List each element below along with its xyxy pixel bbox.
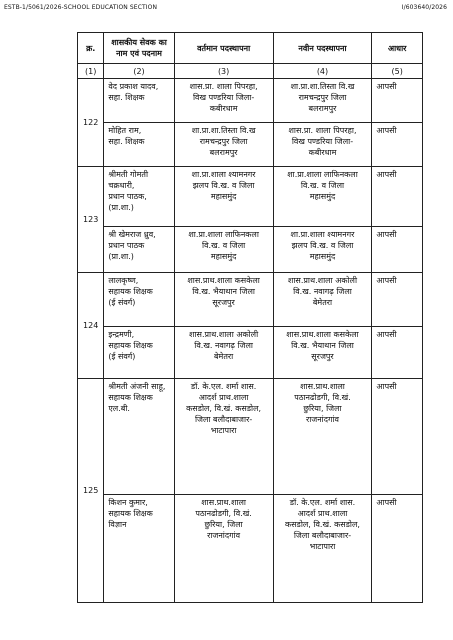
col-number: (5): [372, 64, 423, 79]
cell-line: आदर्श प्राथ.शाला: [198, 393, 249, 402]
current-posting-cell: [174, 79, 273, 123]
page-header: [4, 4, 447, 14]
cell-line: शास.प्राथ.शाला अकोली: [287, 276, 358, 285]
current-posting-cell: [174, 273, 273, 327]
cell-line: शास.प्राथ.शाला अकोली: [189, 330, 259, 339]
cell-line: बलरामपुर: [308, 104, 337, 113]
cell-line: राजनांदगांव: [305, 415, 340, 424]
new-posting-cell: [273, 495, 372, 603]
col-number: (1): [78, 64, 104, 79]
new-posting-cell: [273, 167, 372, 227]
header-line: नाम एवं पदनाम: [116, 49, 162, 58]
table-row: [78, 167, 423, 227]
cell-line: सूरजपुर: [311, 352, 334, 361]
cell-line: शा.प्रा.शाला श्यामनगर: [290, 230, 355, 239]
basis-cell: आपसी: [372, 273, 423, 327]
col-header-new: नवीन पदस्थापना: [273, 33, 372, 64]
employee-name-cell: [104, 273, 174, 327]
cell-line: सहायक शिक्षक: [108, 341, 153, 350]
cell-line: सूरजपुर: [212, 298, 235, 307]
serial-number-cell: 125: [78, 379, 104, 603]
cell-line: कसडोल, वि.खं. कसडोल,: [186, 404, 262, 413]
cell-line: राजनांदगांव: [207, 531, 241, 540]
table-row: [78, 273, 423, 327]
cell-line: श्रीमती अंजनी साहू,: [108, 382, 166, 391]
col-header-serial: क्र.: [78, 33, 104, 64]
cell-line: वि.ख. भैयाथान जिला: [291, 341, 354, 350]
table-row: [78, 227, 423, 273]
cell-line: शा.प्रा.शा.तिस्ता वि.ख: [191, 126, 256, 135]
cell-line: शा.प्रा.शाला लाफिनकला: [287, 170, 358, 179]
cell-line: सहा. शिक्षक: [108, 93, 145, 102]
cell-line: श्री खेमराज ध्रुव,: [108, 230, 156, 239]
employee-name-cell: [104, 79, 174, 123]
current-posting-cell: [174, 167, 273, 227]
cell-line: लालकृष्ण,: [108, 276, 139, 285]
new-posting-cell: [273, 227, 372, 273]
document-number: I/603640/2026: [401, 4, 447, 11]
col-number: (2): [104, 64, 174, 79]
cell-line: श्रीमती गोमती: [108, 170, 149, 179]
basis-cell: आपसी: [372, 167, 423, 227]
cell-line: सहायक शिक्षक: [108, 509, 153, 518]
cell-line: शा.प्रा.शाला लाफिनकला: [188, 230, 259, 239]
header-line: शासकीय सेवक का: [111, 38, 167, 47]
cell-line: बेमेतरा: [213, 352, 234, 361]
cell-line: वि.ख. नवागढ़ जिला: [194, 341, 253, 350]
col-number: (3): [174, 64, 273, 79]
new-posting-cell: [273, 379, 372, 495]
cell-line: शास.प्राथ.शाला कसकेला: [286, 330, 359, 339]
cell-line: शास.प्रा. शाला पिपरहा,: [288, 126, 357, 135]
cell-line: विज्ञान: [108, 520, 127, 529]
cell-line: महासमुंद: [210, 192, 237, 201]
employee-name-cell: [104, 167, 174, 227]
cell-line: वेद प्रकाश यादव,: [108, 82, 159, 91]
cell-line: महासमुंद: [309, 192, 336, 201]
cell-line: इन्द्रमणी,: [108, 330, 135, 339]
table-row: [78, 495, 423, 603]
cell-line: मोहित राम,: [108, 126, 142, 135]
cell-line: वि.ख. व जिला: [300, 181, 345, 190]
current-posting-cell: [174, 327, 273, 379]
new-posting-cell: [273, 273, 372, 327]
cell-line: कबीरधाम: [308, 148, 337, 157]
basis-cell: आपसी: [372, 495, 423, 603]
cell-line: एल.बी.: [108, 404, 130, 413]
cell-line: भाटापारा: [210, 426, 237, 435]
table-row: [78, 79, 423, 123]
cell-line: प्रधान पाठक: [108, 241, 145, 250]
cell-line: शा.प्रा.शा.तिस्ता वि.ख: [290, 82, 355, 91]
cell-line: आदर्श प्राथ.शाला: [297, 509, 348, 518]
cell-line: झलप वि.ख. व जिला: [291, 241, 354, 250]
cell-line: चक्रधारी,: [108, 181, 135, 190]
cell-line: शास.प्रा. शाला पिपरहा,: [189, 82, 258, 91]
column-number-row: [78, 64, 423, 79]
table-row: [78, 379, 423, 495]
cell-line: जिला बलौदाबाजार-: [293, 531, 352, 540]
col-header-name: [104, 33, 174, 64]
cell-line: रामचन्द्रपुर जिला: [199, 137, 248, 146]
cell-line: जिला बलौदाबाजार-: [194, 415, 253, 424]
cell-line: शास.प्राथ.शाला: [300, 382, 345, 391]
basis-cell: आपसी: [372, 327, 423, 379]
cell-line: (ई संवर्ग): [108, 298, 136, 307]
current-posting-cell: [174, 123, 273, 167]
cell-line: शास.प्राथ.शाला कसकेला: [187, 276, 260, 285]
col-number: (4): [273, 64, 372, 79]
cell-line: सहायक शिक्षक: [108, 287, 153, 296]
cell-line: पठानढोडगी, वि.खं.: [294, 393, 351, 402]
serial-number-cell: 124: [78, 273, 104, 379]
cell-line: (प्रा.शा.): [108, 252, 134, 261]
new-posting-cell: [273, 327, 372, 379]
cell-line: सहायक शिक्षक: [108, 393, 153, 402]
cell-line: छुरिया, जिला: [204, 520, 243, 529]
cell-line: प्रधान पाठक,: [108, 192, 147, 201]
employee-name-cell: [104, 327, 174, 379]
table-row: [78, 327, 423, 379]
serial-number-cell: 123: [78, 167, 104, 273]
basis-cell: आपसी: [372, 227, 423, 273]
table-row: [78, 123, 423, 167]
current-posting-cell: [174, 495, 273, 603]
header-row: [78, 33, 423, 64]
cell-line: झलप वि.ख. व जिला: [192, 181, 255, 190]
cell-line: विख पण्डरिया जिला-: [192, 93, 255, 102]
cell-line: बेमेतरा: [312, 298, 333, 307]
cell-line: महासमुंद: [309, 252, 336, 261]
table-body: [78, 79, 423, 603]
cell-line: महासमुंद: [210, 252, 237, 261]
employee-name-cell: [104, 227, 174, 273]
cell-line: कबीरधाम: [209, 104, 238, 113]
cell-line: सहा. शिक्षक: [108, 137, 145, 146]
cell-line: डॉ. के.एल. शर्मा शास.: [289, 498, 356, 507]
new-posting-cell: [273, 123, 372, 167]
col-header-basis: आधार: [372, 33, 423, 64]
cell-line: वि.ख. नवागढ़ जिला: [293, 287, 352, 296]
employee-name-cell: [104, 495, 174, 603]
cell-line: (प्रा.शा.): [108, 203, 134, 212]
cell-line: बलरामपुर: [209, 148, 238, 157]
cell-line: शा.प्रा.शाला श्यामनगर: [191, 170, 256, 179]
cell-line: रामचन्द्रपुर जिला: [298, 93, 347, 102]
cell-line: छुरिया, जिला: [303, 404, 342, 413]
employee-name-cell: [104, 379, 174, 495]
basis-cell: आपसी: [372, 123, 423, 167]
cell-line: (ई संवर्ग): [108, 352, 136, 361]
col-header-current: वर्तमान पदस्थापना: [174, 33, 273, 64]
basis-cell: आपसी: [372, 379, 423, 495]
current-posting-cell: [174, 227, 273, 273]
cell-line: विख पण्डरिया जिला-: [291, 137, 354, 146]
employee-name-cell: [104, 123, 174, 167]
cell-line: डॉ. के.एल. शर्मा शास.: [190, 382, 257, 391]
cell-line: शास.प्राथ.शाला: [201, 498, 246, 507]
serial-number-cell: 122: [78, 79, 104, 167]
basis-cell: आपसी: [372, 79, 423, 123]
file-reference: ESTB-1/5061/2026-SCHOOL EDUCATION SECTION: [4, 4, 158, 11]
cell-line: भाटापारा: [309, 542, 336, 551]
cell-line: पठानढोडगी, वि.खं.: [195, 509, 252, 518]
cell-line: कसडोल, वि.खं. कसडोल,: [284, 520, 360, 529]
new-posting-cell: [273, 79, 372, 123]
cell-line: किशन कुमार,: [108, 498, 148, 507]
cell-line: वि.ख. व जिला: [202, 241, 246, 250]
cell-line: वि.ख. भैयाथान जिला: [192, 287, 255, 296]
transfer-table: [77, 32, 423, 603]
current-posting-cell: [174, 379, 273, 495]
